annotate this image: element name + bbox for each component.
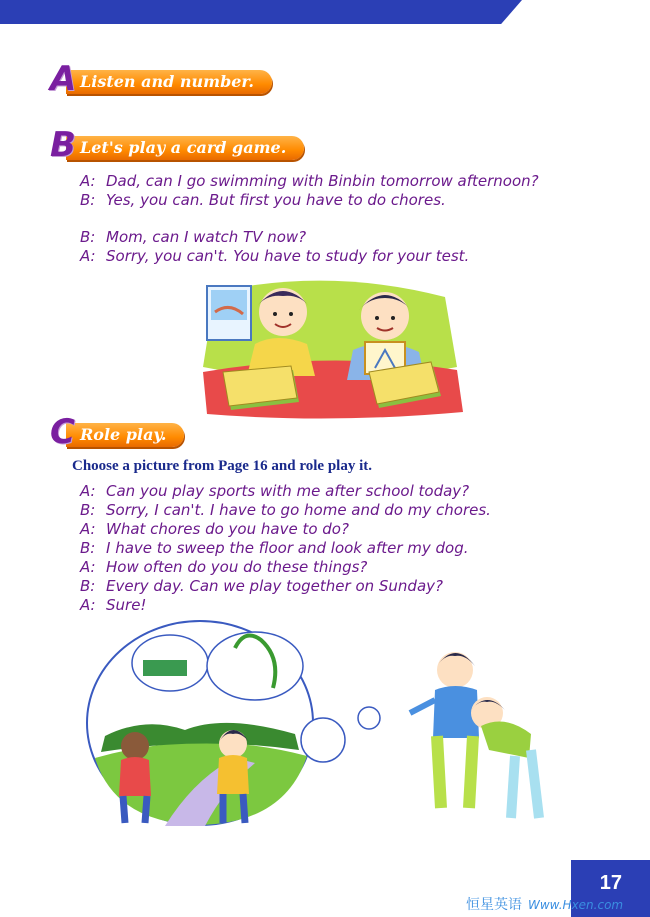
page-number: 17 (599, 872, 622, 894)
speaker-label: A: (80, 520, 96, 538)
dialogue-text: Can you play sports with me after school today? (106, 482, 470, 500)
dialogue-line (80, 558, 491, 577)
thought-bubble-dot-1 (301, 718, 345, 762)
thought-bubble-small-2 (207, 632, 303, 700)
dialogue-line (80, 172, 539, 191)
dialogue-text: What chores do you have to do? (106, 520, 349, 538)
dialogue-line (80, 577, 491, 596)
dialogue-text: Every day. Can we play together on Sunday? (106, 577, 443, 595)
dialogue-text: Sure! (106, 596, 147, 614)
section-a-title: Listen and number. (80, 72, 254, 91)
watermark-cn: 恒星英语 (466, 897, 522, 913)
speaker-label: B: (80, 501, 96, 519)
speaker-label: A: (80, 172, 96, 190)
speaker-label: B: (80, 191, 96, 209)
section-b-dialogue-1 (80, 172, 539, 210)
section-b-title: Let's play a card game. (80, 138, 287, 157)
dialogue-text: How often do you do these things? (106, 558, 368, 576)
section-b-title-pill (66, 136, 304, 160)
section-b-dialogue-2 (80, 228, 469, 266)
dialogue-line (80, 482, 491, 501)
speaker-label: B: (80, 539, 96, 557)
section-c-dialogue (80, 482, 491, 615)
site-watermark (466, 894, 623, 914)
dialogue-line (80, 501, 491, 520)
section-a-title-pill (66, 70, 272, 94)
speaker-label: A: (80, 596, 96, 614)
dialogue-text: Mom, can I watch TV now? (106, 228, 307, 246)
thought-bubble-dot-2 (358, 707, 380, 729)
role-play-illustration (85, 618, 560, 833)
dialogue-text: Dad, can I go swimming with Binbin tomorrow afternoon? (106, 172, 539, 190)
section-b-letter: B (50, 125, 76, 165)
speaker-label: B: (80, 577, 96, 595)
dialogue-text: Sorry, I can't. I have to go home and do my chores. (106, 501, 491, 519)
dialogue-line (80, 228, 469, 247)
section-c-title: Role play. (80, 425, 167, 444)
dialogue-text: I have to sweep the floor and look after my dog. (106, 539, 469, 557)
dialogue-text: Yes, you can. But first you have to do chores. (106, 191, 446, 209)
standing-boy (410, 652, 479, 808)
speaker-label: A: (80, 247, 96, 265)
speaker-label: A: (80, 558, 96, 576)
bending-girl (471, 697, 539, 818)
dialogue-line (80, 539, 491, 558)
top-color-band (0, 0, 522, 24)
dialogue-line (80, 520, 491, 539)
speaker-label: B: (80, 228, 96, 246)
watermark-url: Www.Hxen.com (528, 898, 624, 912)
dialogue-text: Sorry, you can't. You have to study for your test. (106, 247, 470, 265)
dialogue-line (80, 247, 469, 266)
dialogue-line (80, 191, 539, 210)
dialogue-line (80, 596, 491, 615)
section-c-letter: C (50, 412, 75, 452)
section-a-letter: A (50, 59, 77, 99)
speaker-label: A: (80, 482, 96, 500)
card-game-illustration (195, 272, 465, 422)
section-c-instruction: Choose a picture from Page 16 and role play it. (72, 458, 372, 474)
section-c-title-pill (66, 423, 184, 447)
ping-pong-table (143, 660, 187, 676)
